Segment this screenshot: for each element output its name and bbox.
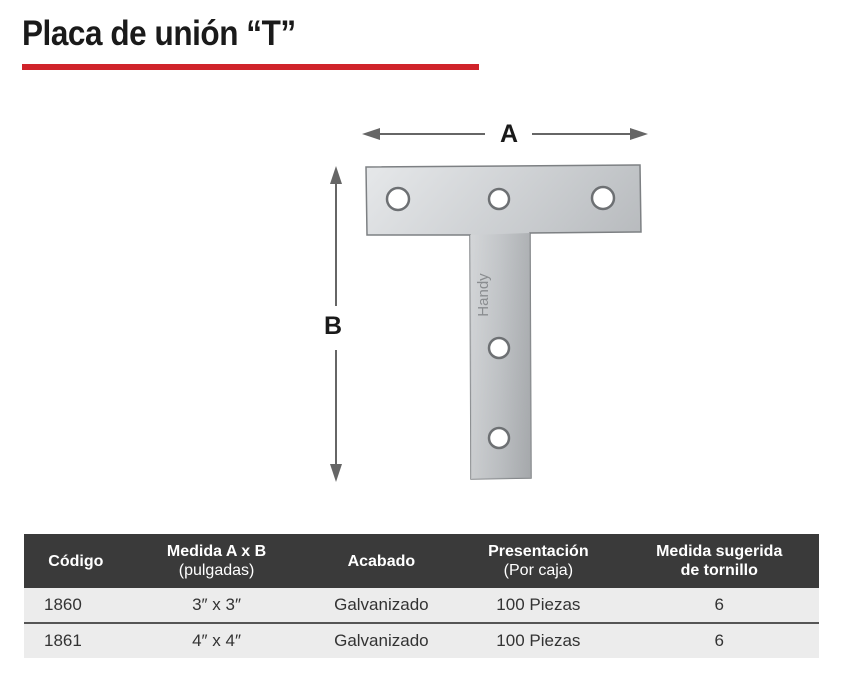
cell-medida: 3″ x 3″ [128, 588, 306, 623]
header-medida: Medida A x B (pulgadas) [128, 534, 306, 588]
table-row [24, 623, 819, 659]
header-acabado: Acabado [305, 534, 457, 588]
cell-presentacion: 100 Piezas [457, 588, 619, 623]
t-plate-drawing [310, 110, 670, 490]
header-tornillo: Medida sugerida de tornillo [619, 534, 819, 588]
header-codigo: Código [24, 534, 128, 588]
cell-tornillo: 6 [619, 623, 819, 659]
cell-medida: 4″ x 4″ [128, 623, 306, 659]
t-plate [366, 165, 641, 479]
stamp-text: Handy [475, 273, 492, 317]
product-figure [310, 110, 670, 490]
dimension-label-b: B [324, 312, 343, 340]
dimension-label-a: A [500, 120, 519, 148]
page-title: Placa de unión “T” [22, 14, 296, 53]
spec-table-header [24, 534, 819, 588]
cell-codigo: 1860 [24, 588, 128, 623]
spec-table [24, 534, 819, 659]
cell-tornillo: 6 [619, 588, 819, 623]
cell-codigo: 1861 [24, 623, 128, 659]
cell-presentacion: 100 Piezas [457, 623, 619, 659]
table-row [24, 588, 819, 623]
cell-acabado: Galvanizado [305, 588, 457, 623]
header-presentacion: Presentación (Por caja) [457, 534, 619, 588]
cell-acabado: Galvanizado [305, 623, 457, 659]
title-underline [22, 64, 479, 70]
